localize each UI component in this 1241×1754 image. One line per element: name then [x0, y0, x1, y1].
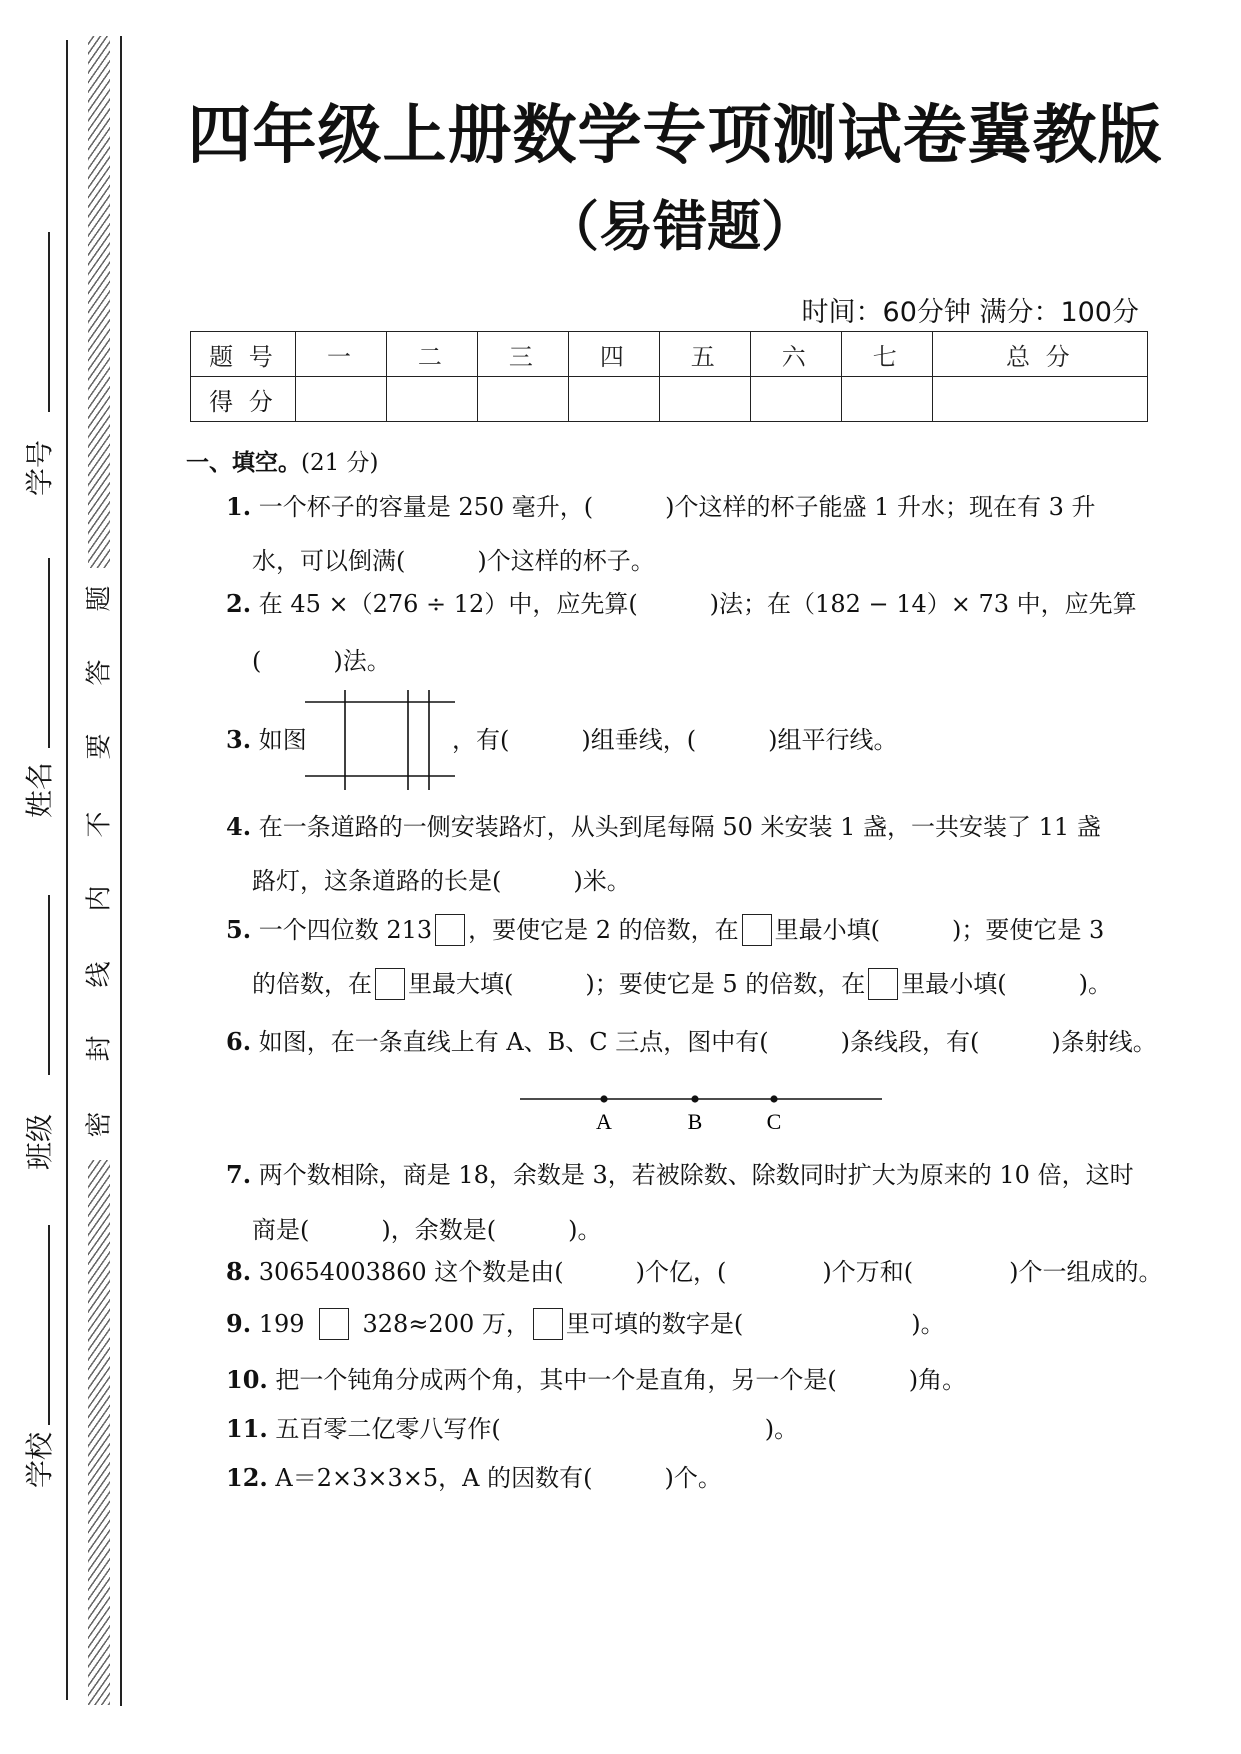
section-title — [186, 444, 379, 477]
name-blank — [48, 558, 50, 748]
point-b — [691, 1095, 698, 1102]
score-cell[interactable] — [750, 377, 841, 422]
question-text: ，要使它是 2 的倍数，在 — [468, 916, 739, 944]
question-text: A＝2×3×3×5，A 的因数有( )个。 — [275, 1464, 722, 1492]
question-text: 五百零二亿零八写作( )。 — [275, 1415, 799, 1443]
student-id-blank — [48, 232, 50, 412]
question-text: 一个杯子的容量是 250 毫升，( )个这样的杯子能盛 1 升水；现在有 3 升 — [258, 493, 1096, 521]
seal-char: 密 — [84, 1111, 115, 1138]
question-7-cont: 商是( )，余数是( )。 — [252, 1216, 602, 1244]
score-header-cell: 四 — [568, 332, 659, 377]
question-number: 3. — [226, 725, 252, 754]
question-number: 8. — [226, 1257, 252, 1286]
question-number: 7. — [226, 1160, 252, 1189]
seal-char: 题 — [84, 585, 115, 612]
score-cell[interactable] — [932, 377, 1147, 422]
score-cell[interactable] — [659, 377, 750, 422]
digit-answer-box[interactable] — [375, 968, 405, 1000]
score-table-header-row — [191, 332, 1148, 377]
seal-char: 要 — [84, 733, 115, 760]
digit-answer-box[interactable] — [742, 914, 772, 946]
question-number: 4. — [226, 812, 252, 841]
question-4 — [226, 803, 1101, 851]
school-label: 学校 — [23, 1431, 57, 1489]
score-cell[interactable] — [841, 377, 932, 422]
digit-answer-box[interactable] — [533, 1308, 563, 1340]
question-6 — [226, 1018, 1157, 1066]
score-header-cell: 七 — [841, 332, 932, 377]
question-text: 30654003860 这个数是由( )个亿，( )个万和( )个一组成的。 — [258, 1258, 1163, 1286]
question-1-cont: 水，可以倒满( )个这样的杯子。 — [252, 547, 655, 575]
seal-char: 封 — [84, 1035, 115, 1062]
question-number: 2. — [226, 589, 252, 618]
question-number: 12. — [226, 1463, 268, 1492]
digit-answer-box[interactable] — [868, 968, 898, 1000]
score-header-cell: 二 — [386, 332, 477, 377]
score-cell[interactable] — [568, 377, 659, 422]
score-cell[interactable] — [477, 377, 568, 422]
question-number: 11. — [226, 1414, 268, 1443]
seal-char: 不 — [84, 811, 115, 838]
score-cell[interactable] — [386, 377, 477, 422]
school-blank — [48, 1225, 50, 1425]
question-text: 在 45 ×（276 ÷ 12）中，应先算( )法；在（182 − 14）× 73 中，应先算 — [258, 590, 1137, 618]
question-text: 一个四位数 213 — [258, 916, 433, 944]
question-number: 9. — [226, 1309, 252, 1338]
class-blank — [48, 895, 50, 1075]
digit-answer-box[interactable] — [319, 1308, 349, 1340]
question-text: 328≈200 万， — [362, 1310, 530, 1338]
question-4-cont: 路灯，这条道路的长是( )米。 — [252, 867, 631, 895]
question-3-tail: ，有( )组垂线，( )组平行线。 — [452, 726, 898, 754]
question-text: 199 — [258, 1310, 305, 1338]
seal-hatch-bottom — [88, 1160, 110, 1705]
question-3 — [226, 716, 307, 764]
question-1 — [226, 483, 1096, 531]
question-12 — [226, 1454, 722, 1502]
seal-char: 答 — [84, 659, 115, 686]
question-11 — [226, 1405, 798, 1453]
question-number: 10. — [226, 1365, 268, 1394]
digit-answer-box[interactable] — [435, 914, 465, 946]
page-subtitle: （易错题） — [545, 195, 815, 258]
section-title-text: 一、填空。 — [186, 450, 301, 476]
question-text: 的倍数，在 — [252, 970, 372, 998]
question-9 — [226, 1300, 945, 1348]
question-2-cont: ( )法。 — [252, 647, 391, 675]
question-text: 里最大填( )；要使它是 5 的倍数，在 — [408, 970, 866, 998]
question-number: 1. — [226, 492, 252, 521]
point-label: C — [766, 1109, 782, 1132]
point-label: A — [596, 1109, 612, 1132]
score-header-cell: 总 分 — [932, 332, 1147, 377]
question-text: 如图 — [258, 726, 307, 754]
score-table — [190, 331, 1148, 422]
line-abc-figure — [506, 1082, 888, 1132]
question-number: 5. — [226, 915, 252, 944]
score-header-cell: 五 — [659, 332, 750, 377]
score-header-cell: 三 — [477, 332, 568, 377]
student-id-label: 学号 — [23, 439, 57, 497]
question-2 — [226, 580, 1137, 628]
point-label: B — [687, 1109, 703, 1132]
point-c — [770, 1095, 777, 1102]
seal-char: 线 — [84, 961, 115, 988]
seal-char: 内 — [84, 885, 115, 912]
binding-margin — [0, 0, 132, 1754]
page-title: 四年级上册数学专项测试卷冀教版 — [187, 99, 1163, 173]
seal-hatch-top — [88, 36, 110, 568]
point-a — [600, 1095, 607, 1102]
perpendicular-parallel-figure — [305, 690, 455, 790]
question-5-cont — [252, 964, 1112, 1002]
score-header-cell: 一 — [296, 332, 387, 377]
score-table-score-row — [191, 377, 1148, 422]
question-text: 如图，在一条直线上有 A、B、C 三点，图中有( )条线段，有( )条射线。 — [258, 1028, 1157, 1056]
question-text: 在一条道路的一侧安装路灯，从头到尾每隔 50 米安装 1 盏，一共安装了 11 盏 — [258, 813, 1101, 841]
exam-meta: 时间：60分钟 满分：100分 — [801, 297, 1139, 328]
question-number: 6. — [226, 1027, 252, 1056]
question-5 — [226, 906, 1104, 954]
name-label: 姓名 — [23, 761, 57, 819]
section-points: (21 分) — [301, 450, 379, 476]
score-header-cell: 六 — [750, 332, 841, 377]
question-text: 把一个钝角分成两个角，其中一个是直角，另一个是( )角。 — [275, 1366, 967, 1394]
seal-line — [120, 36, 122, 1706]
question-text: 两个数相除，商是 18，余数是 3，若被除数、除数同时扩大为原来的 10 倍，这时 — [258, 1161, 1134, 1189]
question-text: 里最小填( )。 — [901, 970, 1112, 998]
score-cell[interactable] — [296, 377, 387, 422]
question-text: 里最小填( )；要使它是 3 — [774, 916, 1105, 944]
question-8 — [226, 1248, 1162, 1296]
question-7 — [226, 1151, 1134, 1199]
class-label: 班级 — [23, 1113, 57, 1171]
question-10 — [226, 1356, 966, 1404]
question-text: 里可填的数字是( )。 — [565, 1310, 945, 1338]
score-header-cell: 题 号 — [191, 332, 296, 377]
score-row-label: 得 分 — [191, 377, 296, 422]
margin-divider-line — [66, 40, 68, 1700]
